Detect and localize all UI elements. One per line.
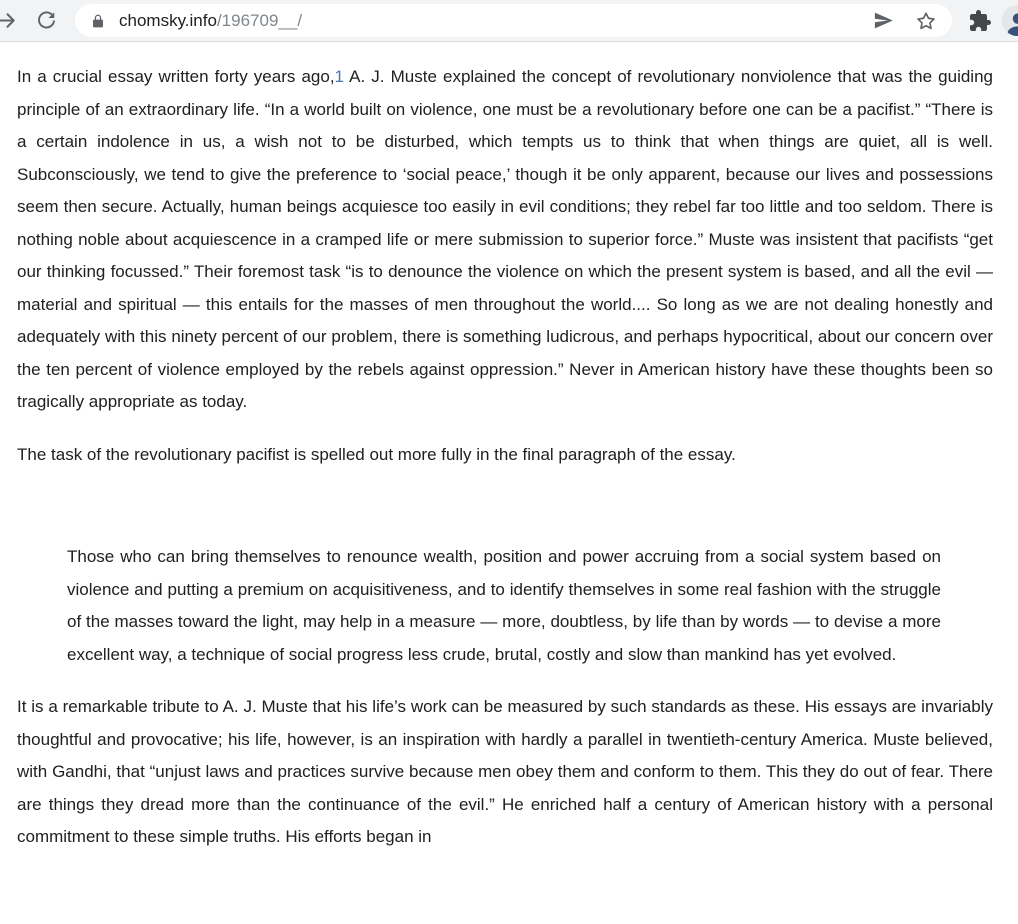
footnote-link-1[interactable]: 1 xyxy=(334,67,345,86)
browser-toolbar xyxy=(0,0,1018,42)
profile-avatar[interactable] xyxy=(1002,5,1018,36)
bookmark-button[interactable] xyxy=(915,10,937,32)
paragraph-intro xyxy=(17,61,993,419)
forward-arrow-icon xyxy=(0,9,18,32)
article-content xyxy=(0,42,1018,923)
url-text xyxy=(119,11,302,31)
address-bar[interactable] xyxy=(75,4,952,37)
paragraph-tribute: It is a remarkable tribute to A. J. Muste that his life’s work can be measured by such standards as these. His essays are invariably thoughtful and provocative; his life, however, is an inspiration with hardly a parallel in twentieth-century America. Muste believed, with Gandhi, that “unjust laws and practices survive because men obey them and conform to them. This they do out of fear. There are things they dread more than the continuance of the evil.” He enriched half a century of American history with a personal commitment to these simple truths. His efforts began in xyxy=(17,697,993,846)
url-host: chomsky.info xyxy=(119,10,217,30)
lock-icon[interactable] xyxy=(90,13,106,29)
extensions-button[interactable] xyxy=(968,9,992,33)
paragraph-intro-start: In a crucial essay written forty years ago, xyxy=(17,67,335,86)
reload-icon xyxy=(36,10,57,31)
url-path: /196709__/ xyxy=(216,10,303,30)
person-icon xyxy=(1003,8,1018,36)
paragraph-intro-rest: A. J. Muste explained the concept of revolutionary nonviolence that was the guiding principle of an extraordinary life. “In a world built on violence, one must be a revolutionary before one can be a pacifist.” “There is a certain indolence in us, a wish not to be disturbed, which tempts us to think that when things are quiet, all is well. Subconsciously, we tend to give the preference to ‘social peace,’ though it be only apparent, because our lives and possessions seem then secure. Actually, human beings acquiesce too easily in evil conditions; they rebel far too little and too seldom. There is nothing noble about acquiescence in a cramped life or mere submission to superior force.” Muste was insistent that pacifists “get our thinking focussed.” Their foremost task “is to denounce the violence on which the present system is based, and all the evil — material and spiritual — this entails for the masses of men throughout the world.... So long as we are not dealing honestly and adequately with this ninety percent of our problem, there is something ludicrous, and perhaps hypocritical, about our concern over the ten percent of violence employed by the rebels against oppression.” Never in American history have these thoughts been so tragically appropriate as today. xyxy=(17,67,993,411)
bookmark-star-icon xyxy=(915,10,937,32)
reload-button[interactable] xyxy=(34,9,58,33)
forward-button[interactable] xyxy=(0,9,18,33)
send-icon xyxy=(872,9,895,32)
paragraph-task: The task of the revolutionary pacifist is spelled out more fully in the final paragraph of the essay. xyxy=(17,444,736,464)
extensions-puzzle-icon xyxy=(968,9,992,33)
send-button[interactable] xyxy=(872,9,895,32)
essay-blockquote: Those who can bring themselves to renounce wealth, position and power accruing from a social system based on violence and putting a premium on acquisitiveness, and to identify themselves in some real fashion with the struggle of the masses toward the light, may help in a measure — more, doubtless, by life than by words — to devise a more excellent way, a technique of social progress less crude, brutal, costly and slow than mankind has yet evolved. xyxy=(67,547,941,664)
